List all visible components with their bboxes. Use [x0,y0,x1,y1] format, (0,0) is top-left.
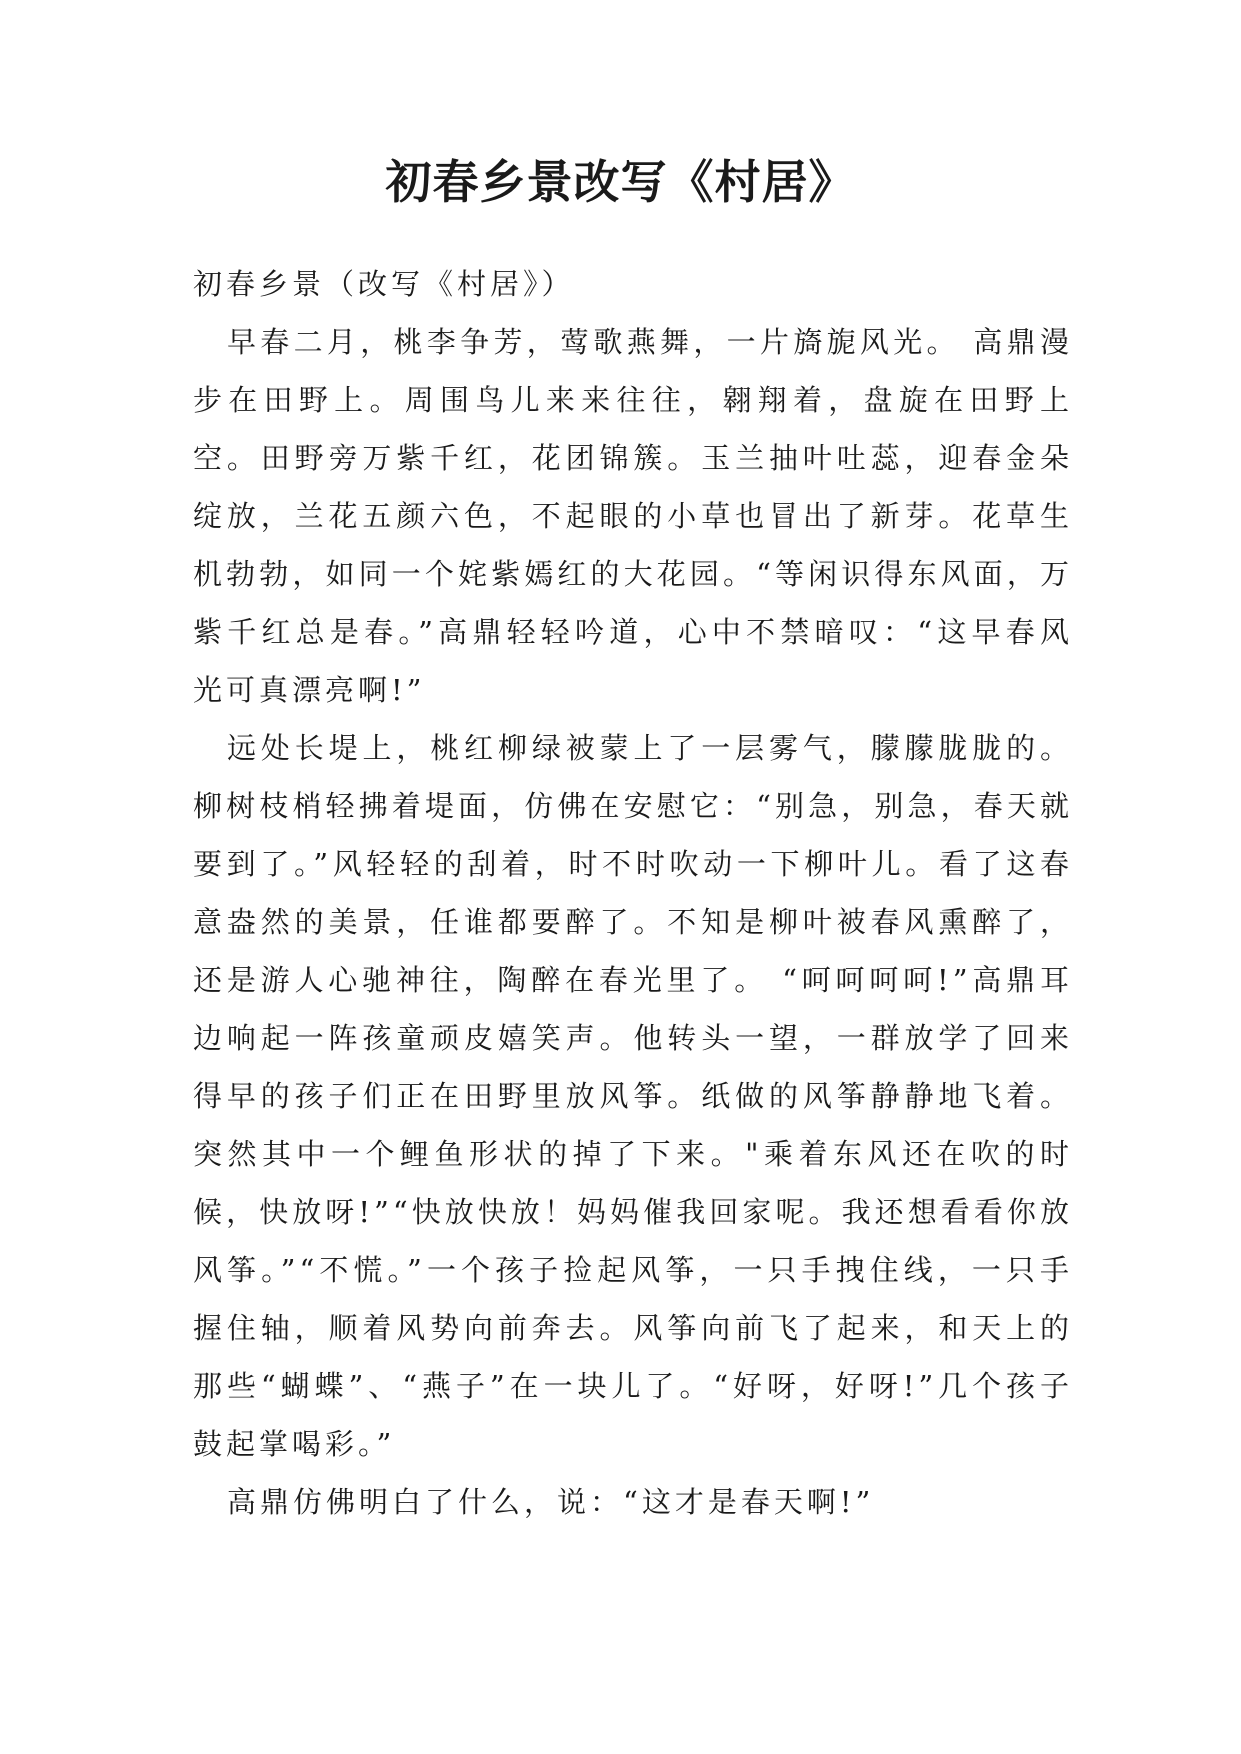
document-body [193,255,1073,1531]
paragraph-1: 早春二月，桃李争芳，莺歌燕舞，一片旖旎风光。 高鼎漫步在田野上。周围鸟儿来来往往，翱翔着，盘旋在田野上空。田野旁万紫千红，花团锦簇。玉兰抽叶吐蕊，迎春金朵绽放，兰花五颜六色，不起眼的小草也冒出了新芽。花草生机勃勃，如同一个姹紫嫣红的大花园。“等闲识得东风面，万紫千红总是春。”高鼎轻轻吟道，心中不禁暗叹：“这早春风光可真漂亮啊!” [193,325,1073,707]
document-subtitle: 初春乡景（改写《村居》） [193,267,575,301]
document-title: 初春乡景改写《村居》 [385,155,856,209]
paragraph-2: 远处长堤上，桃红柳绿被蒙上了一层雾气，朦朦胧胧的。柳树枝梢轻拂着堤面，仿佛在安慰它：“别急，别急，春天就要到了。”风轻轻的刮着，时不时吹动一下柳叶儿。看了这春意盎然的美景，任谁都要醉了。不知是柳叶被春风熏醉了，还是游人心驰神往，陶醉在春光里了。 “呵呵呵呵!”高鼎耳边响起一阵孩童顽皮嬉笑声。他转头一望，一群放学了回来得早的孩子们正在田野里放风筝。纸做的风筝静静地飞着。突然其中一个鲤鱼形状的掉了下来。"乘着东风还在吹的时候，快放呀!”“快放快放！妈妈催我回家呢。我还想看看你放风筝。”“不慌。”一个孩子捡起风筝，一只手拽住线，一只手握住轴，顺着风势向前奔去。风筝向前飞了起来，和天上的那些“蝴蝶”、“燕子”在一块儿了。“好呀，好呀!”几个孩子鼓起掌喝彩。” [193,731,1073,1461]
paragraph-3: 高鼎仿佛明白了什么，说：“这才是春天啊!” [227,1485,875,1519]
